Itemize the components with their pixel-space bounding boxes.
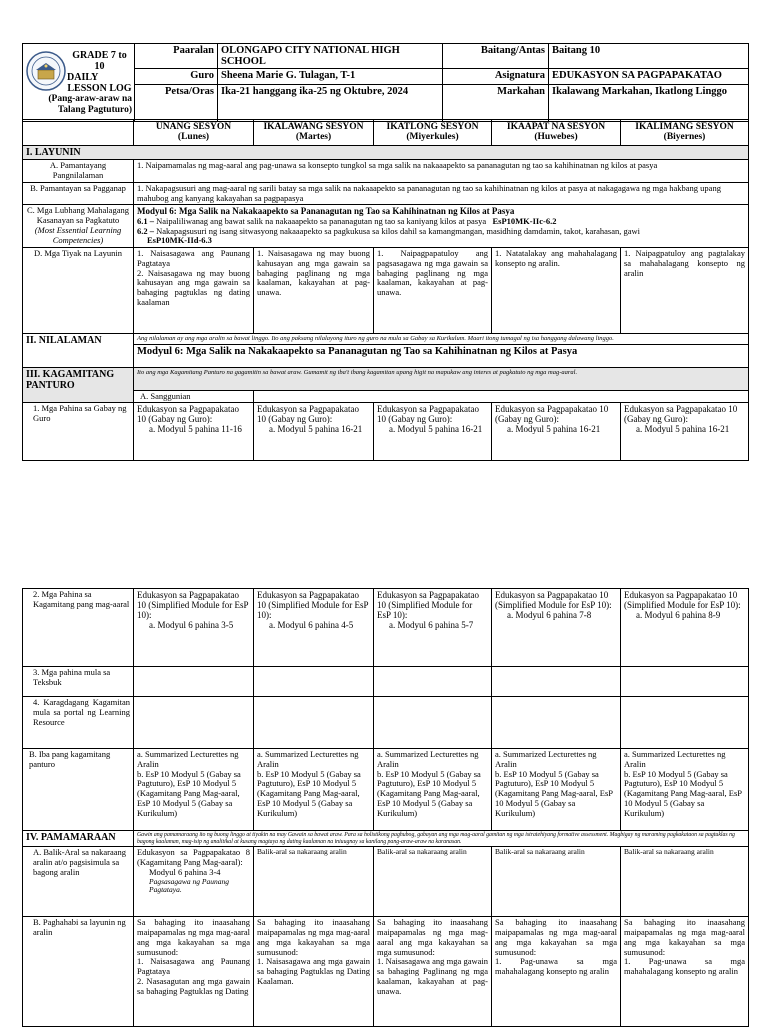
school-label: Paaralan — [135, 44, 218, 69]
label-tiyak-na-layunin: D. Mga Tiyak na Layunin — [23, 248, 134, 334]
label-kagamitang-mag-aaral: 2. Mga Pahina sa Kagamitang pang mag-aaral — [23, 589, 134, 667]
tiyak-layunin-5: 1. Naipagpatuloy ang pagtalakay sa mahahalagang konsepto ng aralin — [621, 248, 749, 334]
tiyak-layunin-2: 1. Naisasagawa ng may buong kahusayan ang mga gawain sa bahaging paglinang ng mga kaalaman, kakayahan at pag-unawa. — [254, 248, 374, 334]
label-teksbuk: 3. Mga pahina mula sa Teksbuk — [23, 667, 134, 697]
subject-label: Asignatura — [443, 69, 549, 85]
day-header-3: IKATLONG SESYON (Miyerkules) — [374, 120, 492, 146]
school-value: OLONGAPO CITY NATIONAL HIGH SCHOOL — [218, 44, 443, 69]
iba-kagamitan-3: a. Summarized Lecturettes ng Aralin b. EsP 10 Modyul 5 (Gabay sa Pagtuturo), EsP 10 Modyul 5 (Kagamitang Pang Mag-aaral, EsP 10 Modyul 5 (Gabay sa Kurikulum) — [374, 749, 492, 831]
label-pamantayang-pangnilalaman: A. Pamantayang Pangnilalaman — [23, 160, 134, 183]
mag-aaral-1: Edukasyon sa Pagpapakatao 10 (Simplified Module for EsP 10): a. Modyul 6 pahina 3-5 — [134, 589, 254, 667]
nilalaman-note: Ang nilalaman ay ang mga aralin sa bawat linggo. Ito ang paksang nilalayong ituro ng guro na mula sa Gabay sa Kurikulum. Maari itong tumagal ng isa hanggang dalawang linggo. — [134, 334, 749, 344]
grade-label: Baitang/Antas — [443, 44, 549, 69]
deped-seal-icon — [25, 50, 67, 92]
melc-6-1: 6.1 – Naipaliliwanag ang bawat salik na nakaaapekto sa pananagutan ng tao sa kaniyang kilos at pasya EsP10MK-IIc-6.2 — [137, 215, 557, 226]
iba-kagamitan-2: a. Summarized Lecturettes ng Aralin b. EsP 10 Modyul 5 (Gabay sa Pagtuturo), EsP 10 Modyul 5 (Kagamitang Pang Mag-aaral, EsP 10 Modyul 5 (Gabay sa Kurikulum) — [254, 749, 374, 831]
lesson-table-page-1 — [22, 119, 749, 461]
day-header-2: IKALAWANG SESYON (Martes) — [254, 120, 374, 146]
mag-aaral-4: Edukasyon sa Pagpapakatao 10 (Simplified Module for EsP 10): a. Modyul 6 pahina 7-8 — [492, 589, 621, 667]
header-table — [22, 43, 749, 122]
paghahabi-3: Sa bahaging ito inaasahang maipapamalas ng mga mag-aaral ang mga kakayahan sa mga sumusunod: 1. Naisasagawa ang mga gawain sa bahaging Paglinang ng mga kaalaman, kakayahan at pag-unawa. — [374, 917, 492, 1027]
gabay-guro-5: Edukasyon sa Pagpapakatao 10 (Gabay ng Guro): a. Modyul 5 pahina 16-21 — [621, 403, 749, 461]
title-block — [23, 44, 135, 122]
mag-aaral-3: Edukasyon sa Pagpapakatao 10 (Simplified Module for EsP 10): a. Modyul 6 pahina 5-7 — [374, 589, 492, 667]
paghahabi-1: Sa bahaging ito inaasahang maipapamalas ng mga mag-aaral ang mga kakayahan sa mga sumusunod: 1. Naisasagawa ang Paunang Pagtataya 2. Nasasagutan ang mga gawain sa bahaging Pagtuklas ng Dating — [134, 917, 254, 1027]
balik-aral-4: Balik-aral sa nakaraang aralin — [492, 847, 621, 917]
day-header-row — [23, 120, 749, 146]
quarter-label: Markahan — [443, 85, 549, 122]
label-melc: C. Mga Lubhang Mahalagang Kasanayan sa Pagkatuto (Most Essential Learning Competencies) — [23, 205, 134, 248]
label-iba-pang-kagamitan: B. Iba pang kagamitang panturo — [23, 749, 134, 831]
title-line-5: Talang Pagtuturo) — [57, 104, 132, 115]
gabay-guro-4: Edukasyon sa Pagpapakatao 10 (Gabay ng Guro): a. Modyul 5 pahina 16-21 — [492, 403, 621, 461]
section-kagamitan: III. KAGAMITANG PANTURO — [23, 367, 134, 403]
tiyak-layunin-3: 1. Naipagpapatuloy ang pagsasagawa ng mga gawain sa bahaging paglinang ng mga kaalaman, kakayahan at pag-unawa. — [374, 248, 492, 334]
teacher-value: Sheena Marie G. Tulagan, T-1 — [218, 69, 443, 85]
balik-aral-3: Balik-aral sa nakaraang aralin — [374, 847, 492, 917]
balik-aral-5: Balik-aral sa nakaraang aralin — [621, 847, 749, 917]
paghahabi-5: Sa bahaging ito inaasahang maipapamalas ng mga mag-aaral ang mga kakayahan sa mga sumusunod: 1. Pag-unawa sa mga mahahalagang konsepto ng aralin — [621, 917, 749, 1027]
day-header-1: UNANG SESYON (Lunes) — [134, 120, 254, 146]
gabay-guro-1: Edukasyon sa Pagpapakatao 10 (Gabay ng Guro): a. Modyul 5 pahina 11-16 — [134, 403, 254, 461]
pamantayang-pangnilalaman-text: 1. Naipamamalas ng mag-aaral ang pag-unawa sa konsepto tungkol sa mga salik na nakaaapekto sa pananagutan ng tao sa kahihinatnan ng kilos at pasya — [134, 160, 749, 183]
title-line-3: LESSON LOG — [67, 83, 132, 95]
title-line-4: (Pang-araw-araw na — [48, 94, 132, 105]
subject-value: EDUKASYON SA PAGPAPAKATAO — [549, 69, 749, 85]
balik-aral-1: Edukasyon sa Pagpapakatao 8 (Kagamitang Pang Mag-aaral): Modyul 6 pahina 3-4 Pagsasagawa ng Paunang Pagtataya. — [134, 847, 254, 917]
gabay-guro-3: Edukasyon sa Pagpapakatao 10 (Gabay ng Guro): a. Modyul 5 pahina 16-21 — [374, 403, 492, 461]
day-header-4: IKAAPAT NA SESYON (Huwebes) — [492, 120, 621, 146]
teacher-label: Guro — [135, 69, 218, 85]
balik-aral-2: Balik-aral sa nakaraang aralin — [254, 847, 374, 917]
label-sanggunian: A. Sanggunian — [134, 390, 254, 403]
date-value: Ika-21 hanggang ika-25 ng Oktubre, 2024 — [218, 85, 443, 122]
title-line-2: DAILY — [67, 72, 99, 84]
mag-aaral-5: Edukasyon sa Pagpapakatao 10 (Simplified Module for EsP 10): a. Modyul 6 pahina 8-9 — [621, 589, 749, 667]
iba-kagamitan-1: a. Summarized Lecturettes ng Aralin b. EsP 10 Modyul 5 (Gabay sa Pagtuturo), EsP 10 Modyul 5 (Kagamitang Pang Mag-aaral, EsP 10 Modyul 5 (Gabay sa Kurikulum) — [134, 749, 254, 831]
label-gabay-ng-guro: 1. Mga Pahina sa Gabay ng Guro — [23, 403, 134, 461]
label-pamantayan-sa-pagganap: B. Pamantayan sa Pagganap — [23, 182, 134, 205]
title-line-1: GRADE 7 to 10 — [72, 49, 127, 72]
melc-content — [134, 205, 749, 248]
melc-6-2-code: EsP10MK-IId-6.3 — [147, 235, 212, 246]
quarter-value: Ikalawang Markahan, Ikatlong Linggo — [549, 85, 749, 122]
melc-title: Modyul 6: Mga Salik na Nakakaapekto sa Pananagutan ng Tao sa Kahihinatnan ng Kilos at Pasya — [137, 206, 515, 217]
pamantayan-sa-pagganap-text: 1. Nakapagsusuri ang mag-aaral ng sarili batay sa mga salik na nakaaapekto sa pananagutan ng tao sa kahihinatnan ng kilos at pasya at nakagagawa ng mga hakbang upang mahubog ang kanyang kakayahan sa pagpapasya — [134, 182, 749, 205]
date-label: Petsa/Oras — [135, 85, 218, 122]
mag-aaral-2: Edukasyon sa Pagpapakatao 10 (Simplified Module for EsP 10): a. Modyul 6 pahina 4-5 — [254, 589, 374, 667]
label-karagdagang-kagamitan: 4. Karagdagang Kagamitan mula sa portal ng Learning Resource — [23, 697, 134, 749]
tiyak-layunin-1: 1. Naisasagawa ang Paunang Pagtataya 2. Naisasagawa ng may buong kahusayan ang mga gawain sa bahaging pagtuklas ng dating kaalaman — [134, 248, 254, 334]
pamamaraan-note: Gawin ang pamamaraang ito ng buong linggo at tiyakin na may Gawain sa bawat araw. Para sa holistikong paghubog, gabayan ang mga mag-aaral gamitan ng mga istratehiyang formative assessment. Magbigay ng maraming pagkakataon sa pagtuklas ng bagong kaalaman, mag-isip ng analitikal at kusang magtaya ng dating kaalaman na iniuugnay sa kanilang pang-araw-araw na karanasan. — [134, 831, 749, 847]
gabay-guro-2: Edukasyon sa Pagpapakatao 10 (Gabay ng Guro): a. Modyul 5 pahina 16-21 — [254, 403, 374, 461]
grade-value: Baitang 10 — [549, 44, 749, 69]
label-paghahabi: B. Paghahabi sa layunin ng aralin — [23, 917, 134, 1027]
nilalaman-text: Modyul 6: Mga Salik na Nakakaapekto sa Pananagutan ng Tao sa Kahihinatnan ng Kilos at Pasya — [134, 344, 749, 367]
tiyak-layunin-4: 1. Natatalakay ang mahahalagang konsepto ng aralin. — [492, 248, 621, 334]
melc-6-2: 6.2 – Nakapagsusuri ng isang sitwasyong nakaaapekto sa pagkukusa sa kilos dahil sa kamangmangan, masidhing damdamin, takot, karahasan, gawi — [137, 225, 641, 236]
paghahabi-4: Sa bahaging ito inaasahang maipapamalas ng mga mag-aaral ang mga kakayahan sa mga sumusunod: 1. Pag-unawa sa mga mahahalagang konsepto ng aralin — [492, 917, 621, 1027]
day-header-5: IKALIMANG SESYON (Biyernes) — [621, 120, 749, 146]
iba-kagamitan-4: a. Summarized Lecturettes ng Aralin b. EsP 10 Modyul 5 (Gabay sa Pagtuturo), EsP 10 Modyul 5 (Kagamitang Pang Mag-aaral, EsP 10 Modyul 5 (Gabay sa Kurikulum) — [492, 749, 621, 831]
section-pamamaraan: IV. PAMAMARAAN — [23, 831, 134, 847]
iba-kagamitan-5: a. Summarized Lecturettes ng Aralin b. EsP 10 Modyul 5 (Gabay sa Pagtuturo), EsP 10 Modyul 5 (Kagamitang Pang Mag-aaral, EsP 10 Modyul 5 (Gabay sa Kurikulum) — [621, 749, 749, 831]
lesson-table-page-2 — [22, 588, 749, 1027]
label-balik-aral: A. Balik-Aral sa nakaraang aralin at/o pagsisimula sa bagong aralin — [23, 847, 134, 917]
paghahabi-2: Sa bahaging ito inaasahang maipapamalas ng mga mag-aaral ang mga kakayahan sa mga sumusunod: 1. Naisasagawa ang mga gawain sa bahaging Pagtuklas ng Dating Kaalaman. — [254, 917, 374, 1027]
section-layunin: I. LAYUNIN — [23, 145, 749, 160]
kagamitan-note: Ito ang mga Kagamitang Panturo na gagamitin sa bawat araw. Gumamit ng iba't ibang kagamitan upang higit na mapukaw ang interes at pagkatuto ng mga mag-aaral. — [134, 367, 749, 390]
section-nilalaman: II. NILALAMAN — [23, 334, 134, 367]
